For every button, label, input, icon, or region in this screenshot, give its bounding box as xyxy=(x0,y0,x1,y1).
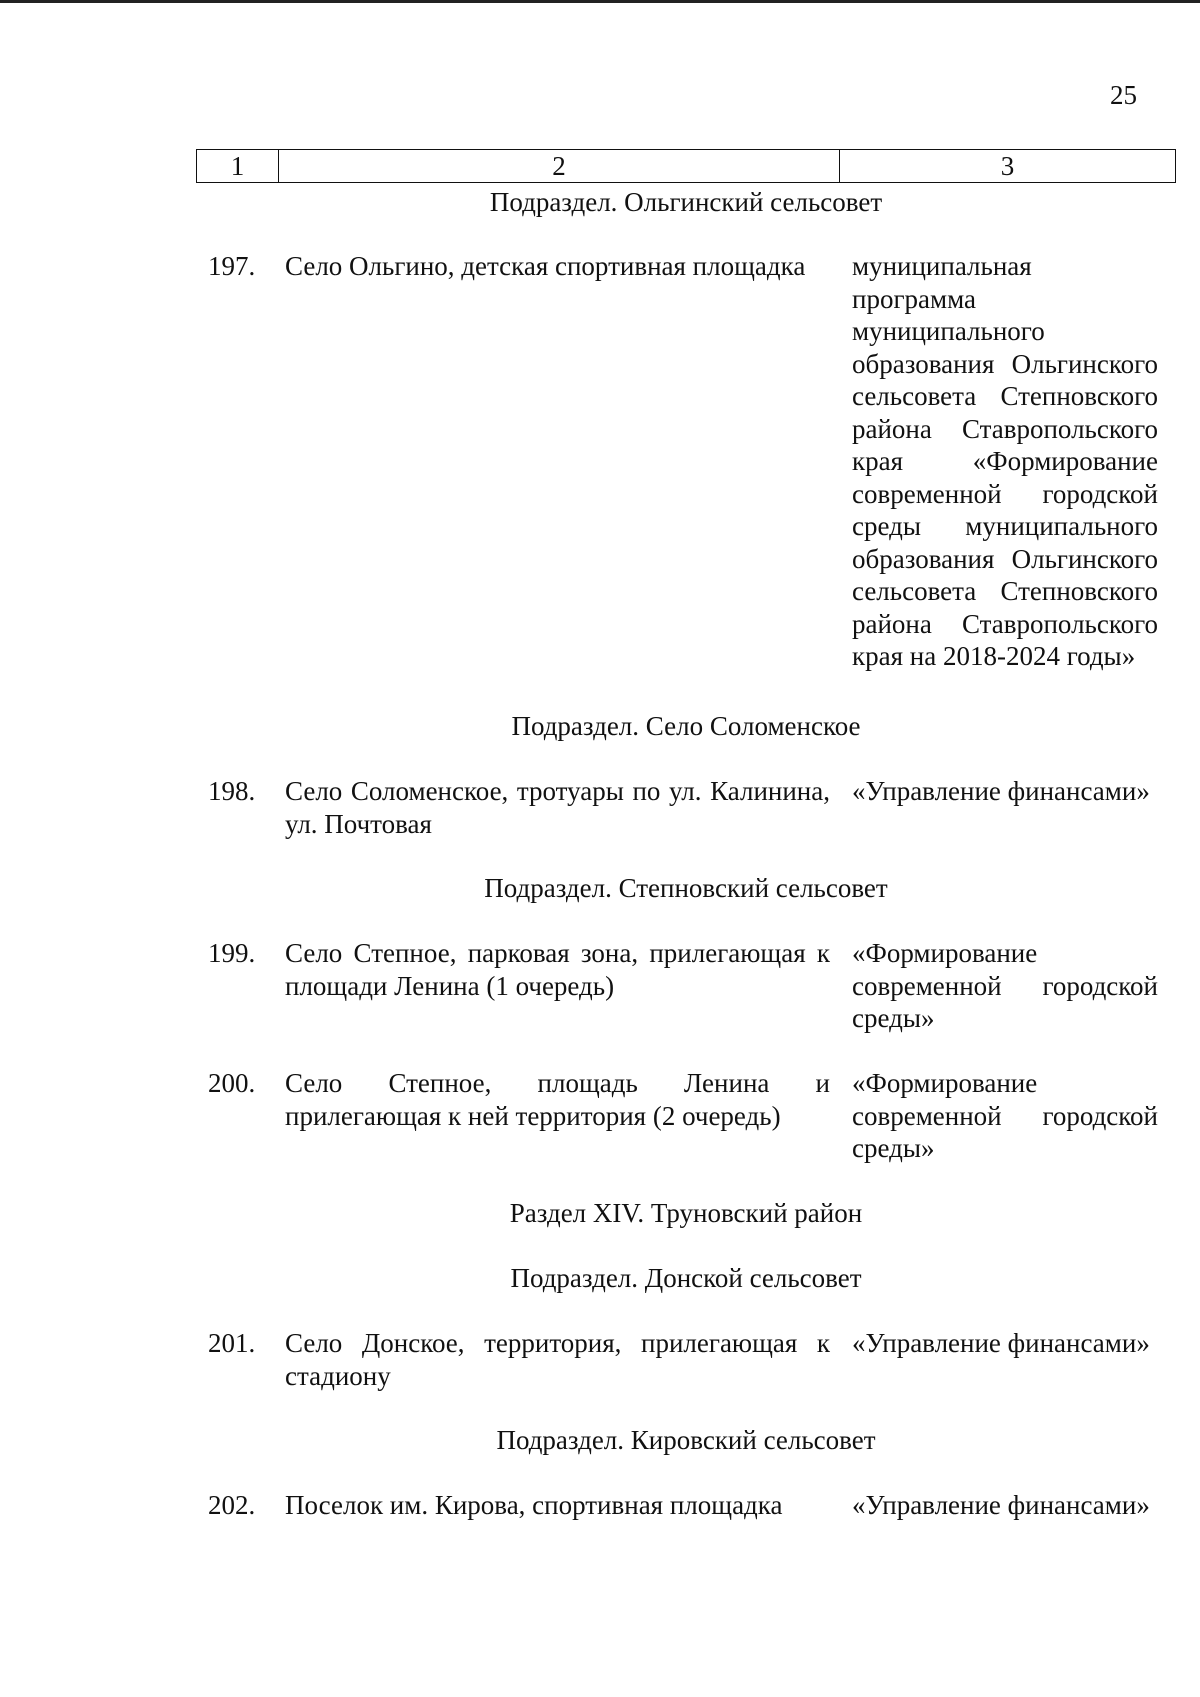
row-number-202: 202. xyxy=(208,1490,256,1520)
row-number-201: 201. xyxy=(208,1328,256,1358)
row-number-198: 198. xyxy=(208,776,256,806)
subsection-heading-donskoy: Подраздел. Донской сельсовет xyxy=(510,1263,862,1293)
row-number-200: 200. xyxy=(208,1068,256,1098)
row-description-197: Село Ольгино, детская спортивная площадка xyxy=(285,251,806,281)
row-program-200: «Формирование современной городской среды» xyxy=(852,1068,1158,1163)
column-number-2: 2 xyxy=(279,150,840,182)
page-number: 25 xyxy=(1110,80,1137,110)
subsection-heading-olginsky: Подраздел. Ольгинский сельсовет xyxy=(489,187,883,217)
row-program-201: «Управление финансами» xyxy=(852,1328,1150,1358)
row-description-202: Поселок им. Кирова, спортивная площадка xyxy=(285,1490,783,1520)
table-column-header xyxy=(196,149,1176,183)
subsection-heading-solomenskoe: Подраздел. Село Соломенское xyxy=(511,711,861,741)
page-top-edge xyxy=(0,0,1200,3)
column-number-1: 1 xyxy=(197,150,279,182)
column-number-3: 3 xyxy=(1000,150,1015,181)
row-number-197: 197. xyxy=(208,251,256,281)
section-heading-xiv: Раздел XIV. Труновский район xyxy=(509,1198,863,1228)
row-description-200: Село Степное, площадь Ленина и прилегающая к ней территория (2 очередь) xyxy=(285,1068,830,1131)
subsection-heading-kirovsky: Подраздел. Кировский сельсовет xyxy=(496,1425,876,1455)
row-program-199: «Формирование современной городской среды» xyxy=(852,938,1158,1033)
row-number-199: 199. xyxy=(208,938,256,968)
row-program-197: муниципальная программа муниципального образования Ольгинского сельсовета Степновского района Ставропольского края «Формирование современной городской среды муниципального образования Ольгинского сельсовета Степновского района Ставропольского края на 2018-2024 годы» xyxy=(852,251,1158,671)
subsection-heading-stepnovsky: Подраздел. Степновский сельсовет xyxy=(484,873,888,903)
row-program-198: «Управление финансами» xyxy=(852,776,1150,806)
row-description-201: Село Донское, территория, прилегающая к стадиону xyxy=(285,1328,830,1391)
row-description-199: Село Степное, парковая зона, прилегающая к площади Ленина (1 очередь) xyxy=(285,938,830,1001)
row-program-202: «Управление финансами» xyxy=(852,1490,1150,1520)
row-description-198: Село Соломенское, тротуары по ул. Калинина, ул. Почтовая xyxy=(285,776,830,839)
